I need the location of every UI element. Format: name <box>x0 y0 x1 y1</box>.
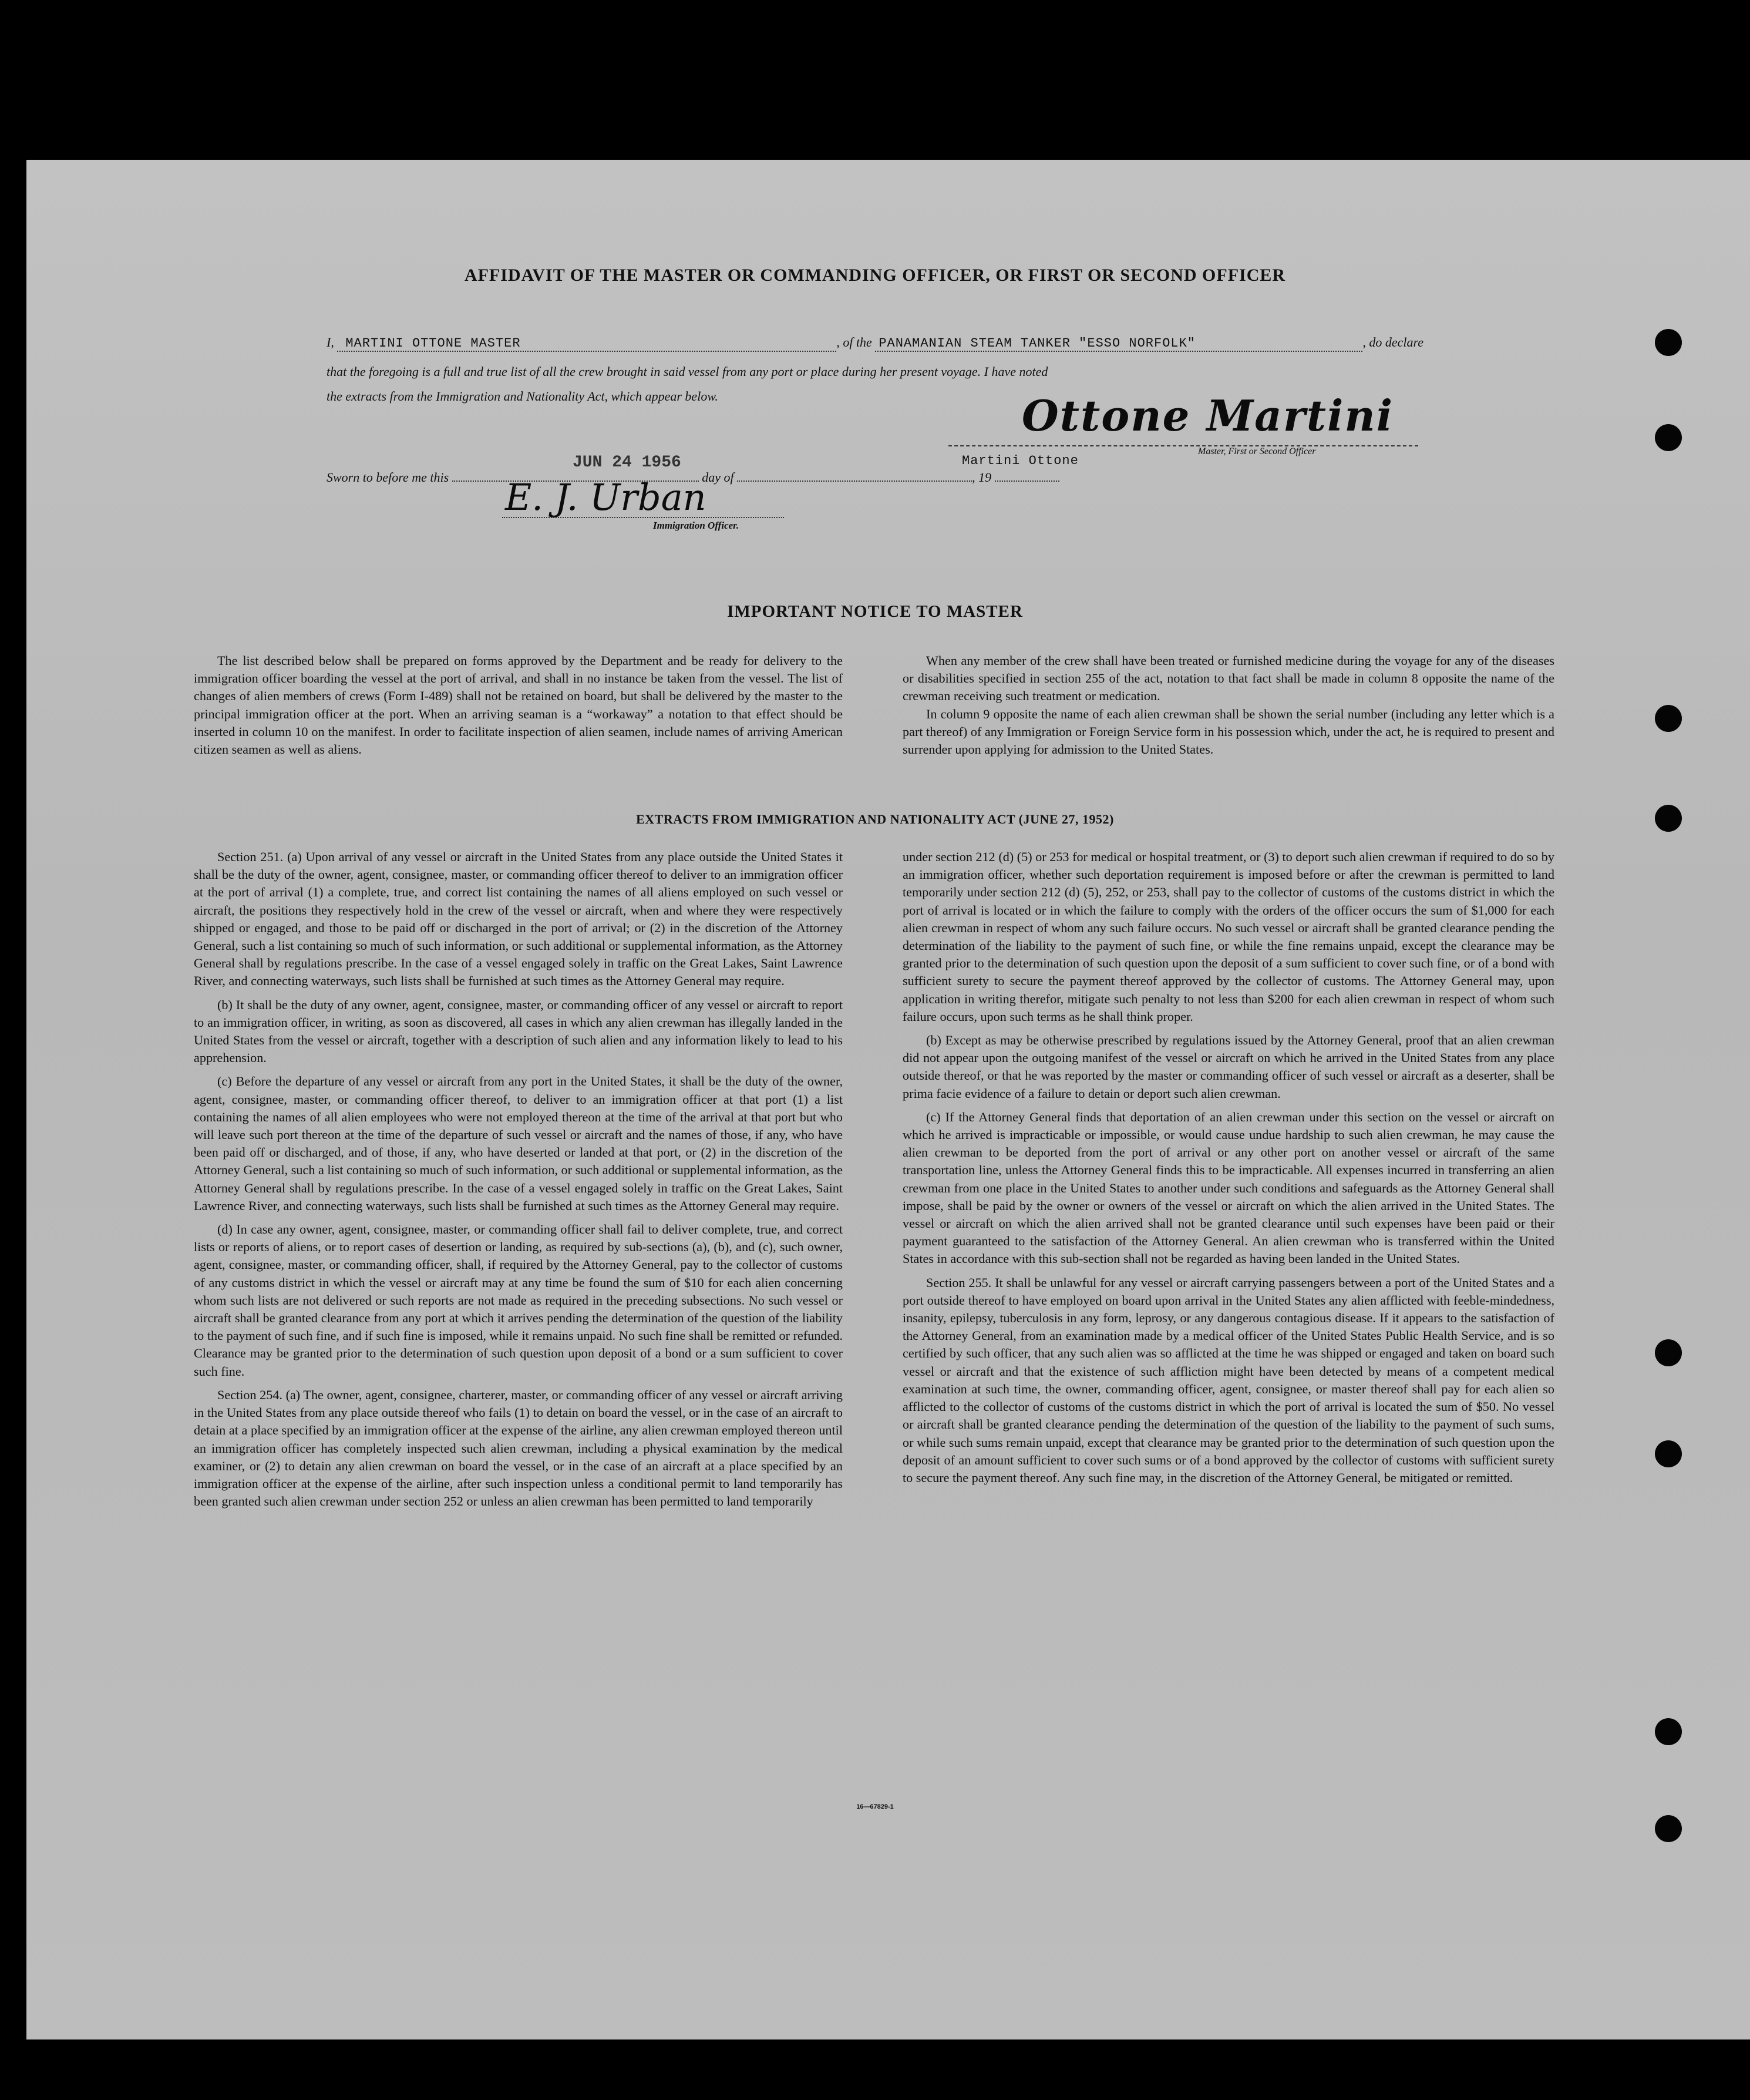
master-name-field: MARTINI OTTONE MASTER <box>337 336 836 352</box>
notice-paragraph: When any member of the crew shall have been treated or furnished medicine during the voyage for any of the diseases or disabilities specified in section 255 of the act, notation to that fact shall be made in column 8 opposite the name of the crewman receiving such treatment or medication. <box>903 653 1554 704</box>
notice-paragraph: In column 9 opposite the name of each alien crewman shall be shown the serial number (including any letter which is a part thereof) of any Immigration or Foreign Service form in his possession which, under the act, he is required to present and surrender upon applying for admission to the United States. <box>903 706 1554 757</box>
notice-right-column <box>903 652 1554 758</box>
sworn-month-field <box>737 481 972 482</box>
day-of-label: day of <box>702 470 734 485</box>
date-stamp: JUN 24 1956 <box>573 453 681 472</box>
master-label: Master, First or Second Officer <box>1198 446 1316 456</box>
declaration-line-1 <box>327 335 1423 352</box>
do-declare-label: , do declare <box>1362 335 1423 350</box>
notice-title: IMPORTANT NOTICE TO MASTER <box>727 602 1023 621</box>
affidavit-title: AFFIDAVIT OF THE MASTER OR COMMANDING OFFICER, OR FIRST OR SECOND OFFICER <box>464 266 1286 285</box>
of-the-label: , of the <box>836 335 872 350</box>
signature-line <box>948 445 1418 446</box>
declaration-line-3: the extracts from the Immigration and Nationality Act, which appear below. <box>327 389 718 404</box>
extract-paragraph: Section 255. It shall be unlawful for any vessel or aircraft carrying passengers between a port of the United States and a port outside thereof to have employed on board upon arrival in the United States any alien afflicted with feeble-mindedness, insanity, epilepsy, tuberculosis in any form, leprosy, or any dangerous contagious disease. If it appears to the satisfaction of the Attorney General, from an examination made by a medical officer of the United States Public Health Service, and is so certified by such officer, that any such alien was so afflicted at the time he was shipped or engaged and taken on board such vessel or aircraft and that the existence of such affliction might have been detected by means of a competent medical examination at such time, the owner, commanding officer, agent, consignee, or master thereof shall pay for each alien so afflicted to the collector of customs of the customs district in which the port of arrival is located the sum of $50. No vessel or aircraft shall be granted clearance pending the determination of the question of the liability to the payment of such sums, or while such sums remain unpaid, except that clearance may be granted prior to the determination of such question upon the deposit of an amount sufficient to cover such sums or of a bond approved by the collector of customs with sufficient surety to secure the payment thereof. Any such fine may, in the discretion of the Attorney General, be mitigated or remitted. <box>903 1275 1554 1485</box>
officer-label: Immigration Officer. <box>653 520 739 531</box>
extract-paragraph: (b) Except as may be otherwise prescribed by regulations issued by the Attorney General, proof that an alien crewman did not appear upon the outgoing manifest of the vessel or aircraft on which he arrived in the United States from any place outside thereof, or that he was reported by the master or commanding officer of such vessel or aircraft as a deserter, shall be prima facie evidence of a failure to detain or deport such alien crewman. <box>903 1033 1554 1101</box>
extract-paragraph: (b) It shall be the duty of any owner, agent, consignee, master, or commanding officer of any vessel or aircraft to report to an immigration officer, in writing, as soon as discovered, all cases in which any alien crewman has illegally landed in the United States from the vessel or aircraft, together with a description of such alien and any information likely to lead to his apprehension. <box>194 997 843 1066</box>
notice-left-column <box>194 652 843 758</box>
officer-signature-line <box>502 517 784 518</box>
punch-hole <box>1655 424 1682 451</box>
punch-hole <box>1655 705 1682 732</box>
punch-hole <box>1655 1440 1682 1467</box>
punch-hole <box>1655 1718 1682 1745</box>
extract-paragraph: Section 254. (a) The owner, agent, consignee, charterer, master, or commanding officer of any vessel or aircraft arriving in the United States from any place outside thereof who fails (1) to detain on board the vessel, or in the case of an aircraft to detain at a place specified by an immigration officer at the expense of the airline, any alien crewman employed thereon until an immigration officer has completely inspected such alien crewman, including a physical examination by the medical examiner, or (2) to detain any alien crewman on board the vessel, or in the case of an aircraft at a place specified by an immigration officer at the expense of the airline, after such inspection unless a conditional permit to land temporarily has been granted such alien crewman under section 252 or unless an alien crewman has been permitted to land temporarily <box>194 1387 843 1509</box>
i-prefix: I, <box>327 335 334 350</box>
extract-paragraph: (d) In case any owner, agent, consignee, master, or commanding officer shall fail to deliver complete, true, and correct lists or reports of aliens, or to report cases of desertion or landing, as required by sub-sections (a), (b), and (c), such owner, agent, consignee, master, or commanding officer, shall, if required by the Attorney General, pay to the collector of customs of any customs district in which the vessel or aircraft may at any time be found the sum of $10 for each alien concerning whom such lists are not delivered or such reports are not made as required in the preceding subsections. No such vessel or aircraft shall be granted clearance from any port at which it arrives pending the determination of the question of the liability to the payment of such fine, and if such fine is imposed, while it remains unpaid. No such fine shall be remitted or refunded. Clearance may be granted prior to the determination of such question upon deposit of a bond or a sum sufficient to cover such fine. <box>194 1222 843 1379</box>
extract-paragraph: (c) If the Attorney General finds that deportation of an alien crewman under this section on the vessel or aircraft on which he arrived is impracticable or impossible, or would cause undue hardship to such alien crewman, he may cause the alien crewman to be deported from the port of arrival or any other port on another vessel or aircraft of the same transportation line, unless the Attorney General finds this to be impracticable. All expenses incurred in transferring an alien crewman from one place in the United States to another under such conditions and safeguards as the Attorney General shall impose, shall be paid by the owner or owners of the vessel or aircraft on which the alien arrived in the United States. The vessel or aircraft on which the alien arrived shall not be granted clearance until such expenses have been paid or their payment guaranteed to the satisfaction of the Attorney General. An alien crewman who is transferred within the United States in accordance with this sub-section shall not be regarded as having been landed in the United States. <box>903 1109 1554 1266</box>
extracts-title: EXTRACTS FROM IMMIGRATION AND NATIONALITY ACT (JUNE 27, 1952) <box>636 812 1114 826</box>
form-number: 16—67829-1 <box>856 1803 894 1810</box>
notice-paragraph: The list described below shall be prepared on forms approved by the Department and be ready for delivery to the immigration officer boarding the vessel at the port of arrival, and shall in no instance be taken from the vessel. The list of changes of alien members of crews (Form I-489) shall not be retained on board, but shall be delivered by the master to the principal immigration officer at the port. When an arriving seaman is a “workaway” a notation to that effect should be inserted in column 10 on the manifest. In order to facilitate inspection of alien seamen, include names of arriving American citizen seamen as well as aliens. <box>194 653 843 757</box>
extracts-right-column <box>903 848 1554 1487</box>
officer-signature: E. J. Urban <box>505 476 706 519</box>
typed-name: Martini Ottone <box>962 453 1079 468</box>
extract-paragraph: under section 212 (d) (5) or 253 for medical or hospital treatment, or (3) to deport such alien crewman if required to do so by an immigration officer, whether such deportation requirement is imposed before or after the crewman is permitted to land temporarily under section 212 (d) (5), 252, or 253, shall pay to the collector of customs of the customs district in which the port of arrival is located or in which the failure to comply with the orders of the officer occurs the sum of $1,000 for each alien crewman in respect of whom any such failure occurs. No such vessel or aircraft shall be granted clearance pending the determination of the liability to the payment of such fine, or while the fine remains unpaid, except the clearance may be granted prior to the determination of such question upon the deposit of a sum sufficient to cover such fine, or of a bond with sufficient surety to secure the payment thereof approved by the collector of customs. The Attorney General may, upon application in writing therefor, mitigate such penalty to not less than $200 for each alien crewman in respect of whom such failure occurs, upon such terms as he shall think proper. <box>903 849 1554 1024</box>
sworn-label: Sworn to before me this <box>327 470 449 485</box>
punch-hole <box>1655 329 1682 356</box>
punch-hole <box>1655 1339 1682 1366</box>
master-signature: Ottone Martini <box>1022 391 1394 441</box>
extract-paragraph: (c) Before the departure of any vessel or aircraft from any port in the United States, it shall be the duty of the owner, agent, consignee, master, or commanding officer thereof, to deliver to an immigration officer at that port (1) a list containing the names of all alien employees who were not employed thereon at the time of the arrival at that port but who will leave such port thereon at the time of the departure of such vessel or aircraft and the names of those, if any, who have been paid off or discharged, and of those, if any, who have deserted or landed at that port, or (2) in the discretion of the Attorney General, such a list containing so much of such information, or such additional or supplemental information, as the Attorney General shall by regulations prescribe. In the case of a vessel engaged solely in traffic on the Great Lakes, Saint Lawrence River, and connecting waterways, such lists shall be furnished at such times as the Attorney General may require. <box>194 1074 843 1213</box>
declaration-line-2: that the foregoing is a full and true list of all the crew brought in said vessel from any port or place during her present voyage. I have noted <box>327 364 1048 379</box>
vessel-field: PANAMANIAN STEAM TANKER "ESSO NORFOLK" <box>875 336 1362 352</box>
extracts-left-column <box>194 848 843 1510</box>
sworn-year-field <box>995 481 1059 482</box>
extract-paragraph: Section 251. (a) Upon arrival of any vessel or aircraft in the United States from any place outside the United States it shall be the duty of the owner, agent, consignee, master, or commanding officer thereof to deliver to an immigration officer at the port of arrival (1) a complete, true, and correct list containing the names of all aliens employed on such vessel or aircraft, the positions they respectively hold in the crew of the vessel or aircraft, when and where they were respectively shipped or engaged, and those to be paid off or discharged in the port of arrival; or (2) in the discretion of the Attorney General, such a list containing so much of such information, or such additional or supplemental information, as the Attorney General shall by regulations prescribe. In the case of a vessel engaged solely in traffic on the Great Lakes, Saint Lawrence River, and connecting waterways, such lists shall be furnished at such times as the Attorney General may require. <box>194 849 843 989</box>
year-label: , 19 <box>972 470 992 485</box>
punch-hole <box>1655 1815 1682 1842</box>
